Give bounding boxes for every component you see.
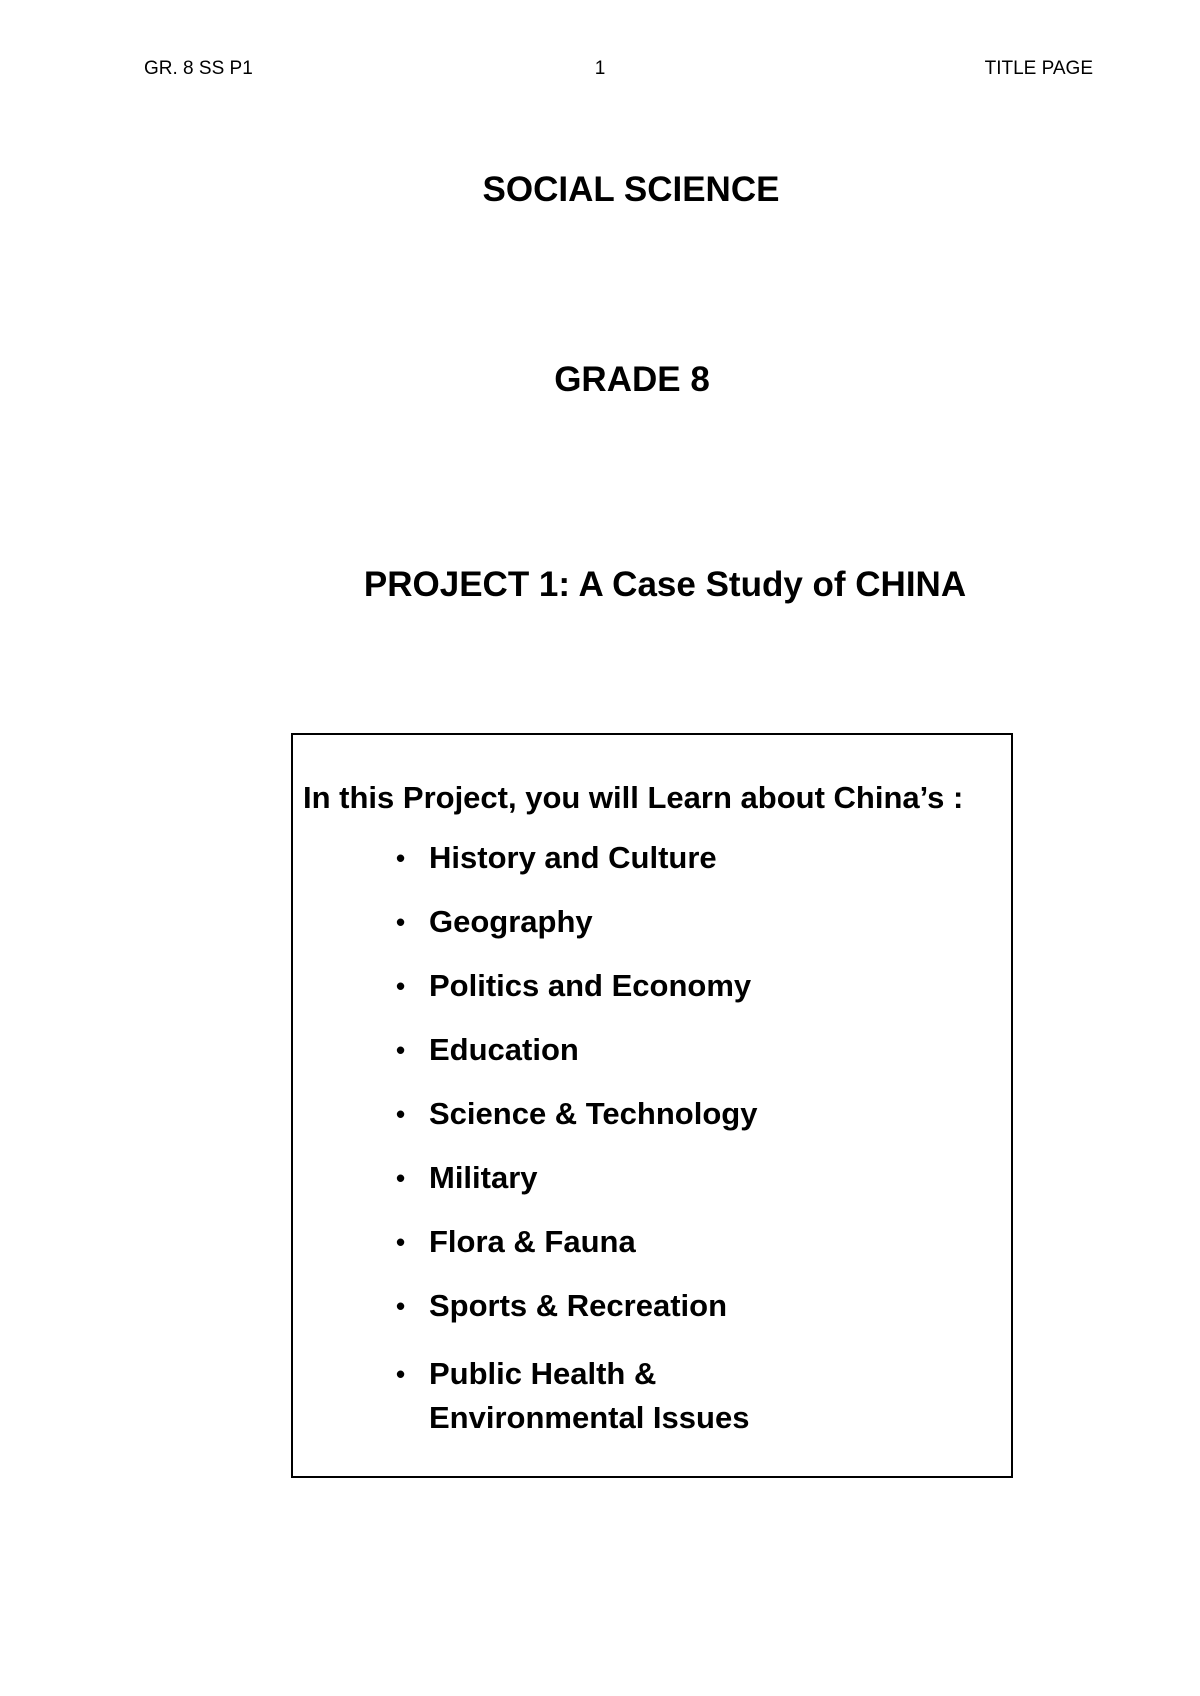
list-item: [293, 968, 859, 1004]
bullet-icon: •: [396, 843, 406, 873]
topic-label: Public Health & Environmental Issues: [429, 1356, 750, 1435]
project-title: PROJECT 1: A Case Study of CHINA: [363, 565, 967, 604]
topic-label: Flora & Fauna: [429, 1224, 636, 1259]
bullet-icon: •: [396, 1035, 406, 1065]
topic-label: Politics and Economy: [429, 968, 752, 1003]
list-item: [293, 1096, 859, 1132]
topic-label: Science & Technology: [429, 1096, 758, 1131]
header-page-label: TITLE PAGE: [984, 58, 1093, 79]
subject-title: SOCIAL SCIENCE: [482, 170, 780, 209]
bullet-icon: •: [396, 1227, 406, 1257]
list-item: [293, 1224, 859, 1260]
list-item: [293, 1032, 859, 1068]
header-course-code: GR. 8 SS P1: [144, 58, 253, 79]
list-item: [293, 840, 859, 876]
header-page-number: 1: [594, 58, 606, 79]
topics-box: [291, 733, 1013, 1478]
bullet-icon: •: [396, 907, 406, 937]
topic-list: [293, 840, 859, 1468]
bullet-icon: •: [396, 971, 406, 1001]
bullet-icon: •: [396, 1291, 406, 1321]
topic-label: Military: [429, 1160, 538, 1195]
topics-intro: In this Project, you will Learn about China’s :: [303, 780, 964, 815]
bullet-icon: •: [396, 1163, 406, 1193]
bullet-icon: •: [396, 1359, 406, 1389]
grade-title: GRADE 8: [554, 360, 710, 399]
list-item: [293, 904, 859, 940]
topic-label: History and Culture: [429, 840, 717, 875]
topic-label: Education: [429, 1032, 579, 1067]
topic-label: Sports & Recreation: [429, 1288, 728, 1323]
bullet-icon: •: [396, 1099, 406, 1129]
list-item: [293, 1160, 859, 1196]
list-item: [293, 1288, 859, 1324]
list-item: [293, 1352, 859, 1440]
topic-label: Geography: [429, 904, 593, 939]
